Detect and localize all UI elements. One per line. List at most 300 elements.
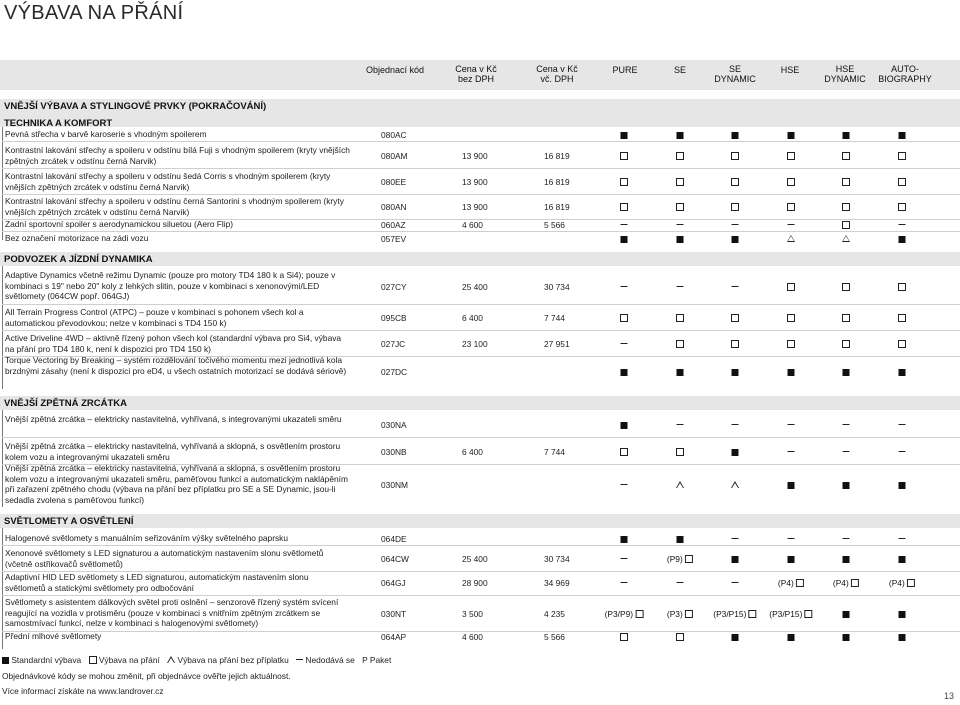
standard-square-icon bbox=[621, 369, 628, 376]
trim-availability bbox=[843, 130, 850, 140]
standard-square-icon bbox=[843, 369, 850, 376]
trim-availability bbox=[605, 609, 644, 619]
standard-square-icon bbox=[677, 132, 684, 139]
optional-square-icon bbox=[787, 178, 795, 186]
trim-availability bbox=[787, 339, 795, 349]
row-description: Kontrastní lakování střechy a spoileru v odstínu šedá Corris s vhodným spoilerem (kryty vnějších zpětných zrcátek v odstínu černá Narvik) bbox=[5, 171, 331, 192]
dash-icon bbox=[732, 538, 739, 539]
trim-availability bbox=[843, 420, 850, 430]
standard-square-icon bbox=[843, 482, 850, 489]
trim-availability bbox=[676, 632, 684, 642]
dash-icon bbox=[677, 424, 684, 425]
trim-availability bbox=[788, 367, 795, 377]
price-ex-vat: 4 600 bbox=[462, 219, 483, 230]
dash-icon bbox=[843, 451, 850, 452]
row-description: Zadní sportovní spoiler s aerodynamickou siluetou (Aero Flip) bbox=[5, 219, 234, 229]
order-code: 030NB bbox=[381, 447, 407, 457]
row-separator bbox=[2, 545, 960, 546]
dash-icon bbox=[621, 286, 628, 287]
trim-availability bbox=[676, 202, 684, 212]
standard-square-icon bbox=[621, 422, 628, 429]
row-description: Přední mlhové světlomety bbox=[5, 631, 102, 641]
optional-square-icon bbox=[787, 283, 795, 291]
trim-availability bbox=[732, 632, 739, 642]
trim-availability bbox=[620, 447, 628, 457]
trim-availability bbox=[621, 130, 628, 140]
trim-availability bbox=[621, 480, 628, 490]
trim-availability bbox=[621, 578, 628, 588]
row-description: Adaptivní HID LED světlomety s LED signaturou, automatickým nastavením slonu světlometů a statickými světlomety pro odbočování bbox=[5, 572, 309, 593]
optional-square-icon bbox=[898, 152, 906, 160]
triangle-icon bbox=[731, 481, 739, 488]
optional-square-icon bbox=[685, 610, 693, 618]
price-ex-vat: 23 100 bbox=[462, 339, 488, 349]
row-separator bbox=[2, 231, 960, 232]
row-description: Světlomety s asistentem dálkových světel proti oslnění – senzorově řízený systém svícení reagující na vozidla v protisměru (pouze v kombinaci s vnitřním zpětným zrcátkem se samostmívací funkcí, nelze v kombinaci s halogenovými světlomety) bbox=[5, 597, 339, 628]
row-description: Halogenové světlomety s manuálním seřizováním výšky světelného paprsku bbox=[5, 533, 289, 543]
standard-square-icon bbox=[899, 369, 906, 376]
trim-availability bbox=[788, 420, 795, 430]
row-description: Vnější zpětná zrcátka – elektricky nastavitelná, vyhřívaná a sklopná, s osvětlením prostoru kolem vozu a integrovanými ukazateli směru, paměťovou funkcí a automatickým naklápěním při zařazení zpětného chodu (výbava na přání bez příplatku pro SE a SE Dynamic, jsou-li sedadla zvolena s paměťovou funkcí) bbox=[5, 463, 348, 505]
order-code: 080EE bbox=[381, 177, 407, 187]
trim-availability bbox=[889, 578, 915, 588]
standard-square-icon bbox=[621, 536, 628, 543]
trim-availability bbox=[788, 447, 795, 457]
dash-icon bbox=[621, 484, 628, 485]
price-inc-vat: 16 819 bbox=[544, 177, 570, 187]
standard-square-icon bbox=[788, 369, 795, 376]
optional-square-icon bbox=[898, 340, 906, 348]
pack-reference: (P3/P9) bbox=[604, 608, 636, 619]
optional-square-icon bbox=[787, 152, 795, 160]
price-ex-vat: 13 900 bbox=[462, 151, 488, 161]
trim-availability bbox=[621, 534, 628, 544]
trim-availability bbox=[621, 282, 628, 292]
section-title: VNĚJŠÍ ZPĚTNÁ ZRCÁTKA bbox=[4, 398, 127, 409]
price-ex-vat: 6 400 bbox=[462, 447, 483, 457]
optional-square-icon bbox=[676, 340, 684, 348]
trim-availability bbox=[898, 202, 906, 212]
triangle-icon bbox=[787, 235, 795, 242]
optional-square-icon bbox=[842, 178, 850, 186]
price-inc-vat: 30 734 bbox=[544, 554, 570, 564]
trim-availability bbox=[787, 282, 795, 292]
optional-square-icon bbox=[898, 314, 906, 322]
trim-availability bbox=[731, 339, 739, 349]
standard-square-icon bbox=[2, 657, 9, 664]
dash-icon bbox=[843, 424, 850, 425]
row-separator bbox=[2, 330, 960, 331]
order-code: 060AZ bbox=[381, 219, 406, 230]
order-code: 030NA bbox=[381, 420, 407, 430]
optional-square-icon bbox=[685, 555, 693, 563]
trim-availability bbox=[899, 447, 906, 457]
trim-availability bbox=[778, 578, 804, 588]
price-inc-vat: 27 951 bbox=[544, 339, 570, 349]
dash-icon bbox=[621, 224, 628, 225]
trim-availability bbox=[732, 447, 739, 457]
trim-availability bbox=[842, 151, 850, 161]
row-description: All Terrain Progress Control (ATPC) – pouze v kombinaci s pohonem všech kol a automatickou převodovkou; nelze v kombinaci s TD4 150 k) bbox=[5, 307, 304, 328]
optional-square-icon bbox=[676, 203, 684, 211]
optional-square-icon bbox=[842, 314, 850, 322]
row-description: Vnější zpětná zrcátka – elektricky nastavitelná, vyhřívaná, s integrovanými ukazateli směru bbox=[5, 414, 342, 424]
trim-availability bbox=[788, 480, 795, 490]
trim-availability bbox=[899, 554, 906, 564]
optional-square-icon bbox=[731, 203, 739, 211]
row-description: Active Driveline 4WD – aktivně řízený pohon všech kol (standardní výbava pro Si4, výbava na přání pro TD4 180 k, není k dispozici pro TD4 150 k) bbox=[5, 333, 342, 354]
row-description: Torque Vectoring by Breaking – systém rozdělování točivého momentu mezi jednotlivá kola brzdnými zásahy (není k dispozici pro eD4, u všech ostatních motorizací se dodává sériově) bbox=[5, 355, 347, 376]
legend-standard: Standardní výbava bbox=[11, 655, 82, 665]
trim-availability bbox=[787, 313, 795, 323]
trim-availability bbox=[899, 220, 906, 230]
price-inc-vat: 7 744 bbox=[544, 313, 565, 323]
triangle-icon bbox=[676, 481, 684, 488]
optional-square-icon bbox=[620, 152, 628, 160]
order-code: 027JC bbox=[381, 339, 406, 349]
optional-square-icon bbox=[907, 579, 915, 587]
trim-availability bbox=[833, 578, 859, 588]
order-code: 030NM bbox=[381, 480, 408, 490]
trim-availability bbox=[787, 177, 795, 187]
trim-availability bbox=[621, 554, 628, 564]
price-inc-vat: 4 235 bbox=[544, 608, 565, 619]
trim-availability bbox=[898, 313, 906, 323]
optional-square-icon bbox=[842, 221, 850, 229]
dash-icon bbox=[843, 538, 850, 539]
order-code: 064GJ bbox=[381, 578, 406, 588]
trim-availability bbox=[842, 339, 850, 349]
dash-icon bbox=[296, 659, 303, 660]
row-separator bbox=[2, 141, 960, 142]
order-code: 057EV bbox=[381, 233, 407, 244]
trim-availability bbox=[620, 177, 628, 187]
col-price-ex-vat: Cena v Kč bez DPH bbox=[455, 64, 497, 84]
note-codes: Objednávkové kódy se mohou změnit, při objednávce ověřte jejich aktuálnost. bbox=[2, 671, 291, 681]
standard-square-icon bbox=[677, 536, 684, 543]
trim-availability bbox=[788, 632, 795, 642]
col-autobiography: AUTO- BIOGRAPHY bbox=[878, 64, 932, 84]
price-inc-vat: 16 819 bbox=[544, 151, 570, 161]
trim-availability bbox=[620, 202, 628, 212]
optional-square-icon bbox=[731, 314, 739, 322]
section-header-band bbox=[0, 396, 960, 410]
trim-availability bbox=[677, 367, 684, 377]
row-separator bbox=[2, 194, 960, 195]
row-separator bbox=[2, 168, 960, 169]
pack-reference: (P3/P15) bbox=[713, 608, 749, 619]
optional-square-icon bbox=[842, 203, 850, 211]
trim-availability bbox=[732, 282, 739, 292]
dash-icon bbox=[677, 286, 684, 287]
trim-availability bbox=[842, 177, 850, 187]
price-ex-vat: 3 500 bbox=[462, 608, 483, 619]
section-subtitle: TECHNIKA A KOMFORT bbox=[4, 118, 113, 129]
col-hse: HSE bbox=[780, 65, 800, 75]
standard-square-icon bbox=[788, 482, 795, 489]
trim-availability bbox=[621, 234, 628, 244]
trim-availability bbox=[731, 151, 739, 161]
row-description: Xenonové světlomety s LED signaturou a automatickým nastavením slonu světlometů (včetně ostřikovačů světlometů) bbox=[5, 548, 324, 569]
trim-availability bbox=[676, 339, 684, 349]
standard-square-icon bbox=[899, 634, 906, 641]
order-code: 027DC bbox=[381, 366, 408, 377]
standard-square-icon bbox=[788, 556, 795, 563]
trim-availability bbox=[676, 177, 684, 187]
price-inc-vat: 16 819 bbox=[544, 202, 570, 212]
trim-availability bbox=[731, 313, 739, 323]
trim-availability bbox=[732, 220, 739, 230]
order-code: 064AP bbox=[381, 631, 407, 642]
pack-reference: (P3) bbox=[666, 608, 686, 619]
order-code: 080AC bbox=[381, 129, 407, 140]
trim-availability bbox=[842, 220, 850, 230]
trim-availability bbox=[713, 609, 756, 619]
optional-square-icon bbox=[676, 152, 684, 160]
row-separator bbox=[2, 595, 960, 596]
trim-availability bbox=[732, 234, 739, 244]
section-header-band bbox=[0, 514, 960, 528]
optional-square-icon bbox=[898, 178, 906, 186]
section-title: PODVOZEK A JÍZDNÍ DYNAMIKA bbox=[4, 254, 153, 265]
standard-square-icon bbox=[899, 132, 906, 139]
trim-availability bbox=[842, 313, 850, 323]
standard-square-icon bbox=[621, 132, 628, 139]
col-se-dynamic: SE DYNAMIC bbox=[714, 64, 756, 84]
standard-square-icon bbox=[732, 132, 739, 139]
trim-availability bbox=[899, 367, 906, 377]
standard-square-icon bbox=[732, 634, 739, 641]
trim-availability bbox=[731, 202, 739, 212]
dash-icon bbox=[732, 582, 739, 583]
trim-availability bbox=[788, 554, 795, 564]
optional-square-icon bbox=[620, 633, 628, 641]
trim-availability bbox=[899, 480, 906, 490]
standard-square-icon bbox=[732, 236, 739, 243]
trim-availability bbox=[898, 339, 906, 349]
col-price-inc-vat: Cena v Kč vč. DPH bbox=[536, 64, 578, 84]
standard-square-icon bbox=[732, 369, 739, 376]
trim-availability bbox=[677, 420, 684, 430]
legend-pack: P Paket bbox=[362, 655, 392, 665]
trim-availability bbox=[732, 367, 739, 377]
optional-square-icon bbox=[731, 152, 739, 160]
order-code: 080AN bbox=[381, 202, 407, 212]
standard-square-icon bbox=[899, 611, 906, 618]
trim-availability bbox=[621, 220, 628, 230]
dash-icon bbox=[899, 424, 906, 425]
dash-icon bbox=[899, 538, 906, 539]
standard-square-icon bbox=[621, 236, 628, 243]
optional-square-icon bbox=[851, 579, 859, 587]
page-number: 13 bbox=[943, 691, 954, 701]
standard-square-icon bbox=[843, 556, 850, 563]
legend-no-charge: Výbava na přání bez příplatku bbox=[177, 655, 289, 665]
trim-availability bbox=[731, 480, 739, 490]
optional-square-icon bbox=[842, 152, 850, 160]
optional-square-icon bbox=[731, 340, 739, 348]
trim-availability bbox=[732, 578, 739, 588]
trim-availability bbox=[769, 609, 812, 619]
standard-square-icon bbox=[788, 634, 795, 641]
optional-square-icon bbox=[842, 340, 850, 348]
dash-icon bbox=[621, 582, 628, 583]
standard-square-icon bbox=[788, 132, 795, 139]
row-description: Adaptive Dynamics včetně režimu Dynamic (pouze pro motory TD4 180 k a Si4); pouze v kombinaci s 19" nebo 20" koly z lehkých slitin, pouze v kombinaci s xenonovými/LED světlomety (064CW popř. 064GJ) bbox=[5, 270, 336, 301]
trim-availability bbox=[898, 282, 906, 292]
triangle-icon bbox=[167, 656, 175, 663]
price-inc-vat: 5 566 bbox=[544, 631, 565, 642]
trim-availability bbox=[899, 234, 906, 244]
trim-availability bbox=[621, 339, 628, 349]
order-code: 095CB bbox=[381, 313, 407, 323]
dash-icon bbox=[677, 582, 684, 583]
trim-availability bbox=[842, 282, 850, 292]
standard-square-icon bbox=[732, 556, 739, 563]
order-code: 030NT bbox=[381, 608, 407, 619]
optional-square-icon bbox=[787, 203, 795, 211]
trim-availability bbox=[843, 534, 850, 544]
trim-availability bbox=[620, 632, 628, 642]
dash-icon bbox=[788, 451, 795, 452]
optional-square-icon bbox=[898, 283, 906, 291]
dash-icon bbox=[732, 286, 739, 287]
trim-availability bbox=[843, 609, 850, 619]
trim-availability bbox=[677, 282, 684, 292]
trim-availability bbox=[667, 554, 693, 564]
trim-availability bbox=[620, 313, 628, 323]
standard-square-icon bbox=[899, 482, 906, 489]
triangle-icon bbox=[842, 235, 850, 242]
dash-icon bbox=[621, 558, 628, 559]
dash-icon bbox=[788, 424, 795, 425]
trim-availability bbox=[899, 609, 906, 619]
trim-availability bbox=[899, 130, 906, 140]
pack-reference: (P4) bbox=[777, 578, 797, 588]
price-ex-vat: 13 900 bbox=[462, 202, 488, 212]
col-pure: PURE bbox=[612, 65, 638, 75]
trim-availability bbox=[677, 130, 684, 140]
trim-availability bbox=[843, 367, 850, 377]
optional-square-icon bbox=[787, 340, 795, 348]
trim-availability bbox=[898, 177, 906, 187]
row-description: Vnější zpětná zrcátka – elektricky nastavitelná, vyhřívaná a sklopná, s osvětlením prostoru kolem vozu a integrovanými ukazateli směru bbox=[5, 441, 341, 462]
trim-availability bbox=[788, 220, 795, 230]
trim-availability bbox=[787, 234, 795, 244]
order-code: 064CW bbox=[381, 554, 409, 564]
trim-availability bbox=[843, 480, 850, 490]
price-ex-vat: 4 600 bbox=[462, 631, 483, 642]
optional-square-icon bbox=[749, 610, 757, 618]
dash-icon bbox=[732, 224, 739, 225]
price-inc-vat: 7 744 bbox=[544, 447, 565, 457]
optional-square-icon bbox=[787, 314, 795, 322]
dash-icon bbox=[788, 538, 795, 539]
trim-availability bbox=[732, 130, 739, 140]
price-ex-vat: 25 400 bbox=[462, 281, 488, 292]
optional-square-icon bbox=[796, 579, 804, 587]
standard-square-icon bbox=[843, 132, 850, 139]
trim-availability bbox=[731, 177, 739, 187]
optional-square-icon bbox=[805, 610, 813, 618]
trim-availability bbox=[621, 420, 628, 430]
trim-availability bbox=[676, 447, 684, 457]
trim-availability bbox=[787, 202, 795, 212]
standard-square-icon bbox=[677, 369, 684, 376]
price-inc-vat: 5 566 bbox=[544, 219, 565, 230]
optional-square-icon bbox=[620, 178, 628, 186]
row-separator bbox=[2, 437, 960, 438]
order-code: 027CY bbox=[381, 281, 407, 292]
trim-availability bbox=[787, 151, 795, 161]
price-inc-vat: 34 969 bbox=[544, 578, 570, 588]
legend bbox=[2, 655, 396, 665]
pack-reference: (P4) bbox=[888, 578, 908, 588]
trim-availability bbox=[843, 447, 850, 457]
column-header-bar bbox=[0, 60, 960, 90]
col-order-code: Objednací kód bbox=[365, 65, 425, 75]
dash-icon bbox=[899, 451, 906, 452]
trim-availability bbox=[899, 534, 906, 544]
optional-square-icon bbox=[89, 656, 97, 664]
standard-square-icon bbox=[899, 556, 906, 563]
row-description: Kontrastní lakování střechy a spoileru v odstínu černá Santorini s vhodným spoilerem (kryty vnějších zpětných zrcátek v odstínu černá Narvik) bbox=[5, 196, 344, 217]
trim-availability bbox=[899, 420, 906, 430]
pack-reference: (P4) bbox=[832, 578, 852, 588]
standard-square-icon bbox=[732, 449, 739, 456]
dash-icon bbox=[677, 224, 684, 225]
trim-availability bbox=[842, 234, 850, 244]
optional-square-icon bbox=[635, 610, 643, 618]
dash-icon bbox=[732, 424, 739, 425]
trim-availability bbox=[667, 609, 693, 619]
trim-availability bbox=[676, 313, 684, 323]
note-website: Více informací získáte na www.landrover.cz bbox=[2, 686, 164, 696]
row-description: Pevná střecha v barvě karoserie s vhodným spoilerem bbox=[5, 129, 207, 139]
price-ex-vat: 28 900 bbox=[462, 578, 488, 588]
legend-unavailable: Nedodává se bbox=[305, 655, 355, 665]
legend-optional: Výbava na přání bbox=[98, 655, 160, 665]
price-inc-vat: 30 734 bbox=[544, 281, 570, 292]
trim-availability bbox=[843, 554, 850, 564]
optional-square-icon bbox=[842, 283, 850, 291]
col-hse-dynamic: HSE DYNAMIC bbox=[824, 64, 866, 84]
price-ex-vat: 25 400 bbox=[462, 554, 488, 564]
optional-square-icon bbox=[676, 633, 684, 641]
trim-availability bbox=[676, 151, 684, 161]
section-title: VNĚJŠÍ VÝBAVA A STYLINGOVÉ PRVKY (POKRAČOVÁNÍ) bbox=[4, 101, 267, 112]
page-title: VÝBAVA NA PŘÁNÍ bbox=[4, 2, 184, 24]
trim-availability bbox=[677, 220, 684, 230]
standard-square-icon bbox=[677, 236, 684, 243]
trim-availability bbox=[788, 130, 795, 140]
col-se: SE bbox=[673, 65, 686, 75]
trim-availability bbox=[843, 632, 850, 642]
pack-reference: (P9) bbox=[666, 554, 686, 564]
dash-icon bbox=[899, 224, 906, 225]
optional-square-icon bbox=[676, 178, 684, 186]
trim-availability bbox=[732, 420, 739, 430]
pack-reference: (P3/P15) bbox=[769, 608, 805, 619]
trim-availability bbox=[677, 534, 684, 544]
row-description: Kontrastní lakování střechy a spoileru v odstínu bílá Fuji s vhodným spoilerem (kryty vnějších zpětných zrcátek v odstínu černá Narvik) bbox=[5, 145, 350, 166]
trim-availability bbox=[842, 202, 850, 212]
optional-square-icon bbox=[731, 178, 739, 186]
trim-availability bbox=[676, 480, 684, 490]
optional-square-icon bbox=[898, 203, 906, 211]
order-code: 080AM bbox=[381, 151, 408, 161]
optional-square-icon bbox=[676, 448, 684, 456]
